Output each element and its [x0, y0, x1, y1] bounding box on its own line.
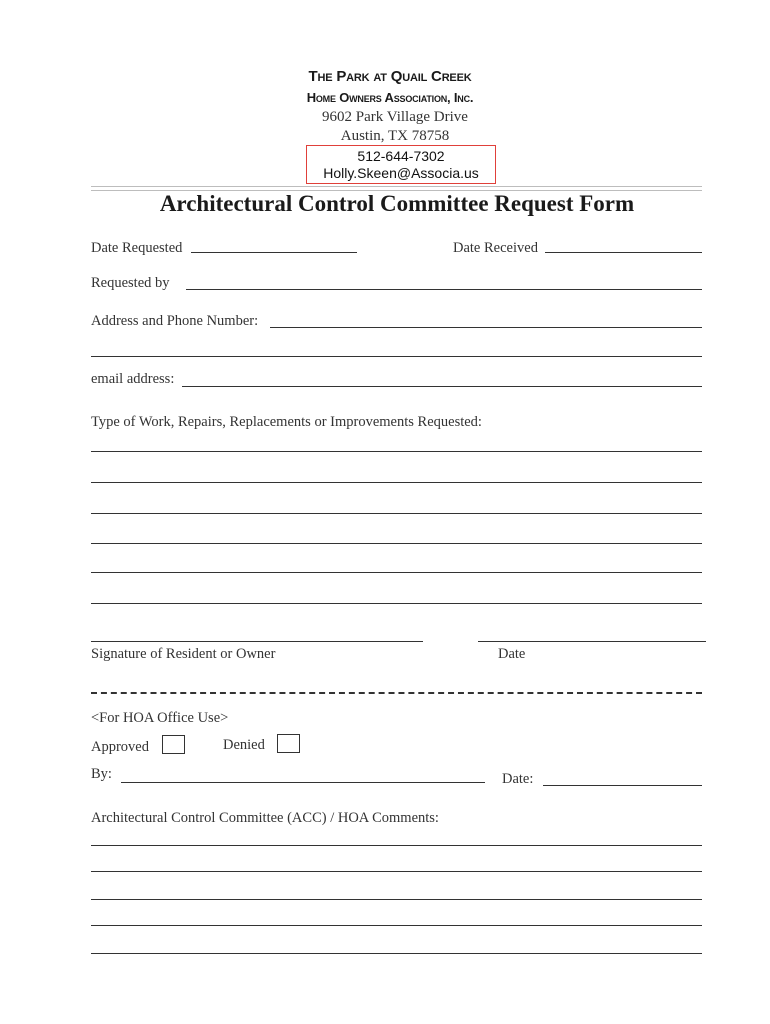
contact-highlight-box: [306, 145, 496, 184]
address-phone-label: Address and Phone Number:: [91, 313, 259, 329]
comments-line[interactable]: [91, 845, 702, 846]
comments-line[interactable]: [91, 871, 702, 872]
work-type-line[interactable]: [91, 482, 702, 483]
office-use-heading: <For HOA Office Use>: [91, 710, 229, 726]
address-phone-field[interactable]: [270, 327, 702, 328]
email-field[interactable]: [182, 386, 702, 387]
phone-number: 512-644-7302: [357, 148, 445, 164]
requested-by-label: Requested by: [91, 275, 170, 291]
work-type-line[interactable]: [91, 451, 702, 452]
by-field[interactable]: [121, 782, 485, 783]
signature-date-field[interactable]: [478, 641, 706, 642]
date-requested-label: Date Requested: [91, 240, 183, 256]
office-date-field[interactable]: [543, 785, 702, 786]
work-type-label: Type of Work, Repairs, Replacements or Improvements Requested:: [91, 414, 482, 430]
comments-label: Architectural Control Committee (ACC) / HOA Comments:: [91, 810, 439, 826]
address-phone-field-line-2[interactable]: [91, 356, 702, 357]
by-label: By:: [91, 766, 112, 782]
work-type-line[interactable]: [91, 572, 702, 573]
email-label: email address:: [91, 371, 175, 387]
org-subtitle: Home Owners Association, Inc.: [306, 90, 474, 105]
address-line-1: 9602 Park Village Drive: [322, 109, 468, 125]
org-name: The Park at Quail Creek: [308, 68, 472, 85]
work-type-line[interactable]: [91, 543, 702, 544]
comments-line[interactable]: [91, 899, 702, 900]
requested-by-field[interactable]: [186, 289, 702, 290]
date-received-field[interactable]: [545, 252, 702, 253]
signature-label: Signature of Resident or Owner: [91, 646, 276, 662]
comments-line[interactable]: [91, 925, 702, 926]
address-line-2: Austin, TX 78758: [340, 128, 450, 144]
office-date-label: Date:: [502, 771, 534, 787]
denied-label: Denied: [223, 737, 265, 753]
header-divider-top: [91, 186, 702, 187]
approved-label: Approved: [91, 739, 149, 755]
work-type-line[interactable]: [91, 603, 702, 604]
date-received-label: Date Received: [453, 240, 538, 256]
comments-line[interactable]: [91, 953, 702, 954]
work-type-line[interactable]: [91, 513, 702, 514]
denied-checkbox[interactable]: [277, 734, 300, 753]
contact-email: Holly.Skeen@Associa.us: [323, 165, 479, 181]
signature-field[interactable]: [91, 641, 423, 642]
signature-date-label: Date: [498, 646, 526, 662]
approved-checkbox[interactable]: [162, 735, 185, 754]
date-requested-field[interactable]: [191, 252, 357, 253]
form-title: Architectural Control Committee Request Form: [159, 191, 635, 216]
office-use-separator: [91, 692, 702, 694]
